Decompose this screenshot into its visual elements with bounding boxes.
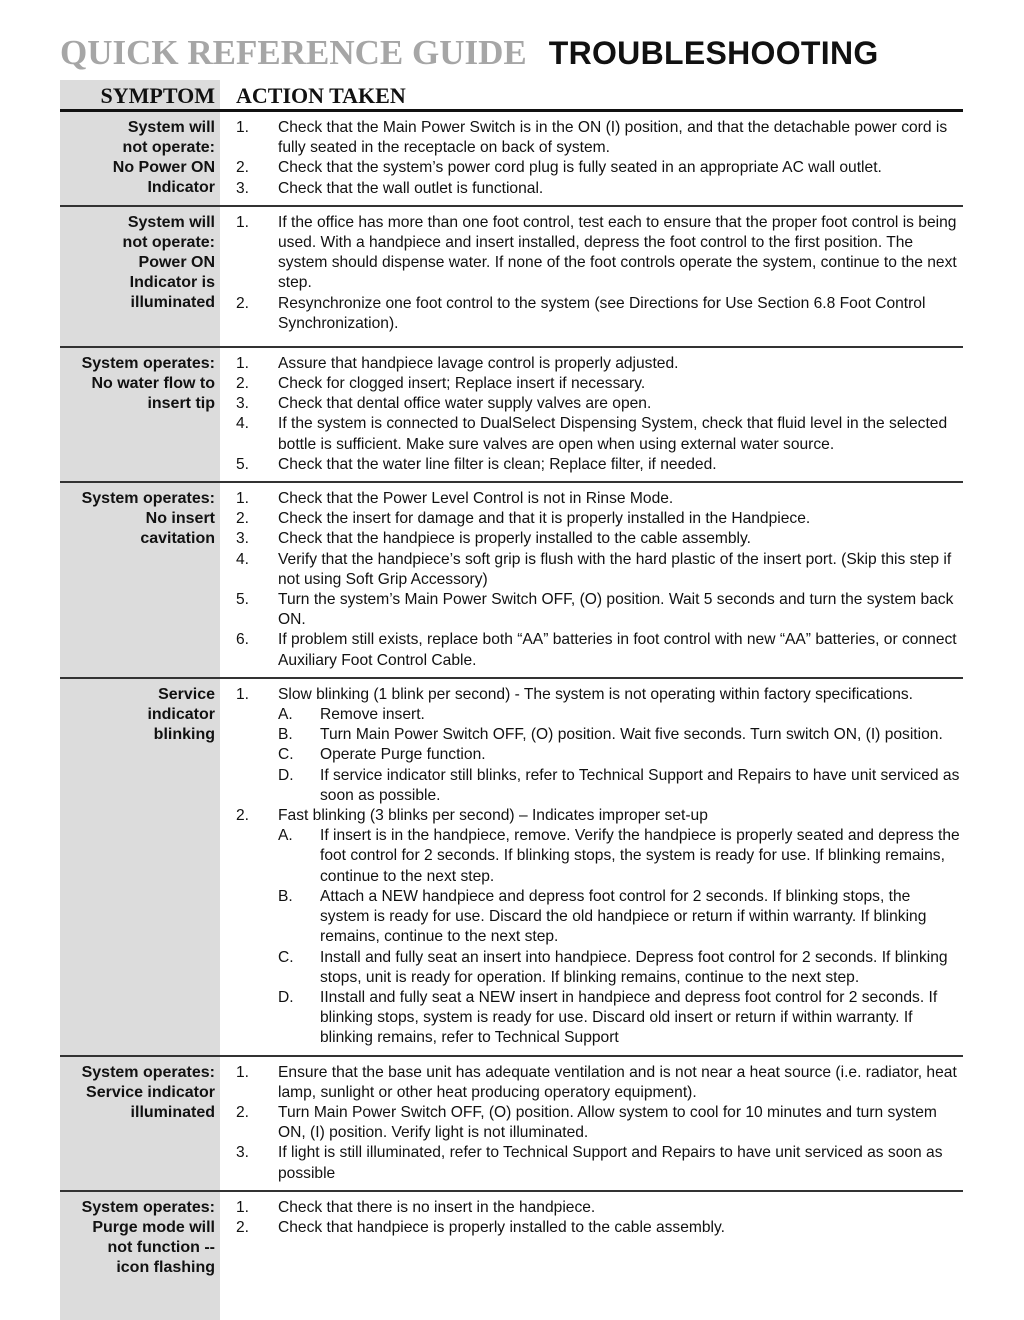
action-number: 1.: [236, 119, 250, 136]
symptom-cell: [60, 207, 220, 346]
action-cell: [220, 348, 963, 481]
action-number: 1.: [236, 354, 250, 372]
symptom-line: No Power ON: [112, 159, 215, 176]
symptom-line: Indicator is: [129, 273, 215, 291]
symptom-column-header: SYMPTOM: [100, 83, 215, 108]
symptom-line: System operates:: [81, 1063, 215, 1081]
action-text: Check that dental office water supply valves are open.: [278, 395, 652, 413]
action-item: [236, 550, 963, 590]
action-item: [236, 509, 963, 529]
action-item: [236, 1143, 963, 1183]
symptom-line: cavitation: [140, 530, 215, 548]
action-text: Ensure that the base unit has adequate ventilation and is not near a heat source (i.e. radiator, heat lamp, sunlight or other heat producing operatory equipment).: [278, 1063, 957, 1101]
symptom-line: not function --: [107, 1238, 215, 1256]
symptom-line: System operates:: [81, 490, 215, 508]
page-title: [60, 30, 879, 76]
title-prefix: QUICK REFERENCE GUIDE: [60, 33, 527, 72]
action-item: [236, 1063, 963, 1103]
symptom-line: icon flashing: [116, 1258, 215, 1276]
action-item: [236, 354, 963, 374]
sub-action-item: [278, 826, 963, 887]
action-text: Check that the handpiece is properly installed to the cable assembly.: [278, 530, 751, 548]
action-text: Resynchronize one foot control to the system (see Directions for Use Section 6.8 Foot Control Synchronization).: [278, 294, 926, 332]
action-text: Check that the Power Level Control is not in Rinse Mode.: [278, 490, 674, 508]
action-number: 4.: [236, 415, 250, 433]
action-text: If problem still exists, replace both “AA” batteries in foot control with new “AA” batteries, or connect Auxiliary Foot Control Cable.: [278, 631, 957, 669]
sub-action-letter: A.: [278, 827, 293, 845]
action-number: 3.: [236, 179, 250, 197]
action-text: Check that the water line filter is clean; Replace filter, if needed.: [278, 455, 717, 473]
symptom-line: No water flow to: [91, 374, 215, 392]
sub-action-item: [278, 745, 963, 765]
action-text: Assure that handpiece lavage control is properly adjusted.: [278, 354, 679, 372]
title-main: TROUBLESHOOTING: [548, 35, 879, 71]
action-text: Slow blinking (1 blink per second) - The system is not operating within factory specifications.: [278, 685, 914, 703]
symptom-line: indicator: [147, 705, 215, 723]
action-text: If the office has more than one foot control, test each to ensure that the proper foot control is being used. With a handpiece and insert installed, depress the foot control to the first position. The system should dispense water. If none of the foot controls operate the system, continue to the next step.: [278, 213, 957, 292]
symptom-line: Indicator: [147, 179, 215, 196]
table-row: [60, 1057, 963, 1192]
sub-action-item: [278, 705, 963, 725]
action-number: 1.: [236, 490, 250, 508]
sub-action-item: [278, 948, 963, 988]
symptom-line: illuminated: [130, 293, 215, 311]
sub-action-text: Install and fully seat an insert into handpiece. Depress foot control for 2 seconds. If blinking stops, unit is ready for operation. If blinking remains, continue to the next step.: [320, 948, 948, 986]
action-number: 3.: [236, 530, 250, 548]
sub-action-item: [278, 988, 963, 1049]
table-row: [60, 1192, 963, 1320]
symptom-cell: [60, 483, 220, 677]
sub-action-text: If insert is in the handpiece, remove. Verify the handpiece is properly seated and depress the foot control for 2 seconds. If blinking stops, the system is ready for use. If blinking remains, continue to the next step.: [320, 827, 960, 885]
sub-action-letter: B.: [278, 726, 293, 744]
action-text: If light is still illuminated, refer to Technical Support and Repairs to have unit serviced as soon as possible: [278, 1144, 943, 1182]
action-number: 2.: [236, 159, 250, 177]
symptom-line: Purge mode will: [92, 1218, 215, 1236]
symptom-cell: [60, 1192, 220, 1320]
table-row: [60, 112, 963, 207]
symptom-cell: [60, 679, 220, 1055]
symptom-cell: [60, 348, 220, 481]
action-text: If the system is connected to DualSelect Dispensing System, check that fluid level in the selected bottle is sufficient. Make sure valves are open when using external water source.: [278, 415, 948, 453]
action-text: Check that handpiece is properly installed to the cable assembly.: [278, 1218, 725, 1236]
action-item: [236, 179, 963, 199]
symptom-line: System will: [127, 213, 215, 231]
action-item: [236, 1218, 963, 1238]
symptom-line: illuminated: [130, 1103, 215, 1121]
sub-action-text: IInstall and fully seat a NEW insert in handpiece and depress foot control for 2 seconds. If blinking stops, system is ready for use. Discard old insert or return if within warranty. If blinking remains, refer to Technical Support: [320, 988, 938, 1047]
symptom-line: System operates:: [81, 1198, 215, 1216]
sub-action-text: If service indicator still blinks, refer to Technical Support and Repairs to have unit serviced as soon as possible.: [320, 766, 960, 804]
action-number: 5.: [236, 455, 250, 473]
action-text: Turn the system’s Main Power Switch OFF, (O) position. Wait 5 seconds and turn the system back ON.: [278, 591, 954, 629]
sub-action-letter: A.: [278, 706, 293, 724]
action-column-header: ACTION TAKEN: [236, 83, 406, 108]
action-item: [236, 489, 963, 509]
action-cell: [220, 1057, 963, 1190]
action-number: 1.: [236, 685, 250, 703]
sub-action-letter: D.: [278, 988, 294, 1006]
action-item: [236, 414, 963, 454]
action-number: 1.: [236, 1063, 250, 1081]
action-item: [236, 158, 963, 178]
symptom-line: not operate:: [122, 139, 215, 156]
symptom-line: blinking: [153, 725, 215, 743]
action-number: 1.: [236, 213, 250, 231]
table-row: [60, 348, 963, 483]
sub-action-letter: C.: [278, 746, 294, 764]
action-item: [236, 529, 963, 549]
action-item: [236, 394, 963, 414]
sub-action-letter: B.: [278, 887, 293, 905]
table-header: [60, 80, 963, 110]
action-text: Check that the Main Power Switch is in the ON (I) position, and that the detachable power cord is fully seated in the receptacle on back of system.: [278, 119, 948, 157]
sub-action-text: Operate Purge function.: [320, 746, 486, 764]
action-item: [236, 1103, 963, 1143]
action-number: 2.: [236, 294, 250, 312]
action-number: 2.: [236, 807, 250, 825]
action-cell: [220, 679, 963, 1055]
action-cell: [220, 112, 963, 205]
action-item: [236, 630, 963, 670]
action-text: Fast blinking (3 blinks per second) – Indicates improper set-up: [278, 807, 708, 825]
action-text: Check that the wall outlet is functional.: [278, 179, 544, 197]
action-text: Check that there is no insert in the handpiece.: [278, 1198, 596, 1216]
action-text: Check the insert for damage and that it is properly installed in the Handpiece.: [278, 510, 811, 528]
sub-action-item: [278, 766, 963, 806]
action-cell: [220, 483, 963, 677]
action-number: 2.: [236, 375, 250, 393]
symptom-line: System operates:: [81, 354, 215, 372]
action-item: [236, 213, 963, 294]
action-number: 2.: [236, 1103, 250, 1121]
action-item: [236, 806, 963, 1048]
action-item: [236, 685, 963, 806]
sub-action-text: Turn Main Power Switch OFF, (O) position. Wait five seconds. Turn switch ON, (I) position.: [320, 726, 943, 744]
action-cell: [220, 1192, 963, 1320]
action-number: 2.: [236, 510, 250, 528]
action-number: 3.: [236, 1144, 250, 1162]
action-number: 3.: [236, 395, 250, 413]
action-item: [236, 294, 963, 334]
action-number: 4.: [236, 550, 250, 568]
action-cell: [220, 207, 963, 346]
table-row: [60, 483, 963, 679]
action-item: [236, 118, 963, 158]
sub-action-item: [278, 887, 963, 948]
sub-action-text: Remove insert.: [320, 706, 425, 724]
action-number: 5.: [236, 591, 250, 609]
action-number: 6.: [236, 631, 250, 649]
action-number: 1.: [236, 1198, 250, 1216]
action-item: [236, 455, 963, 475]
symptom-cell: [60, 112, 220, 205]
action-item: [236, 374, 963, 394]
symptom-line: not operate:: [122, 233, 215, 251]
action-text: Check that the system’s power cord plug is fully seated in an appropriate AC wall outlet.: [278, 159, 882, 177]
action-text: Turn Main Power Switch OFF, (O) position. Allow system to cool for 10 minutes and turn system ON, (I) position. Verify light is not illuminated.: [278, 1103, 937, 1142]
symptom-line: System will: [127, 119, 215, 136]
symptom-line: Power ON: [138, 253, 215, 271]
action-number: 2.: [236, 1218, 250, 1236]
action-item: [236, 590, 963, 630]
table-row: [60, 207, 963, 348]
sub-action-text: Attach a NEW handpiece and depress foot control for 2 seconds. If blinking stops, the system is ready for use. Discard the old handpiece or return if within warranty. If blinking remains, continue to the next step.: [320, 887, 927, 946]
symptom-line: Service indicator: [86, 1083, 215, 1101]
symptom-line: Service: [158, 685, 215, 703]
symptom-cell: [60, 1057, 220, 1190]
sub-action-item: [278, 725, 963, 745]
action-text: Verify that the handpiece’s soft grip is flush with the hard plastic of the insert port. (Skip this step if not using Soft Grip Accessory): [278, 550, 952, 588]
sub-action-letter: D.: [278, 766, 294, 784]
table-row: [60, 679, 963, 1057]
sub-action-letter: C.: [278, 948, 294, 966]
symptom-line: insert tip: [147, 394, 215, 412]
symptom-line: No insert: [145, 510, 215, 528]
action-text: Check for clogged insert; Replace insert if necessary.: [278, 375, 646, 393]
troubleshooting-table: [60, 112, 963, 1320]
action-item: [236, 1198, 963, 1218]
